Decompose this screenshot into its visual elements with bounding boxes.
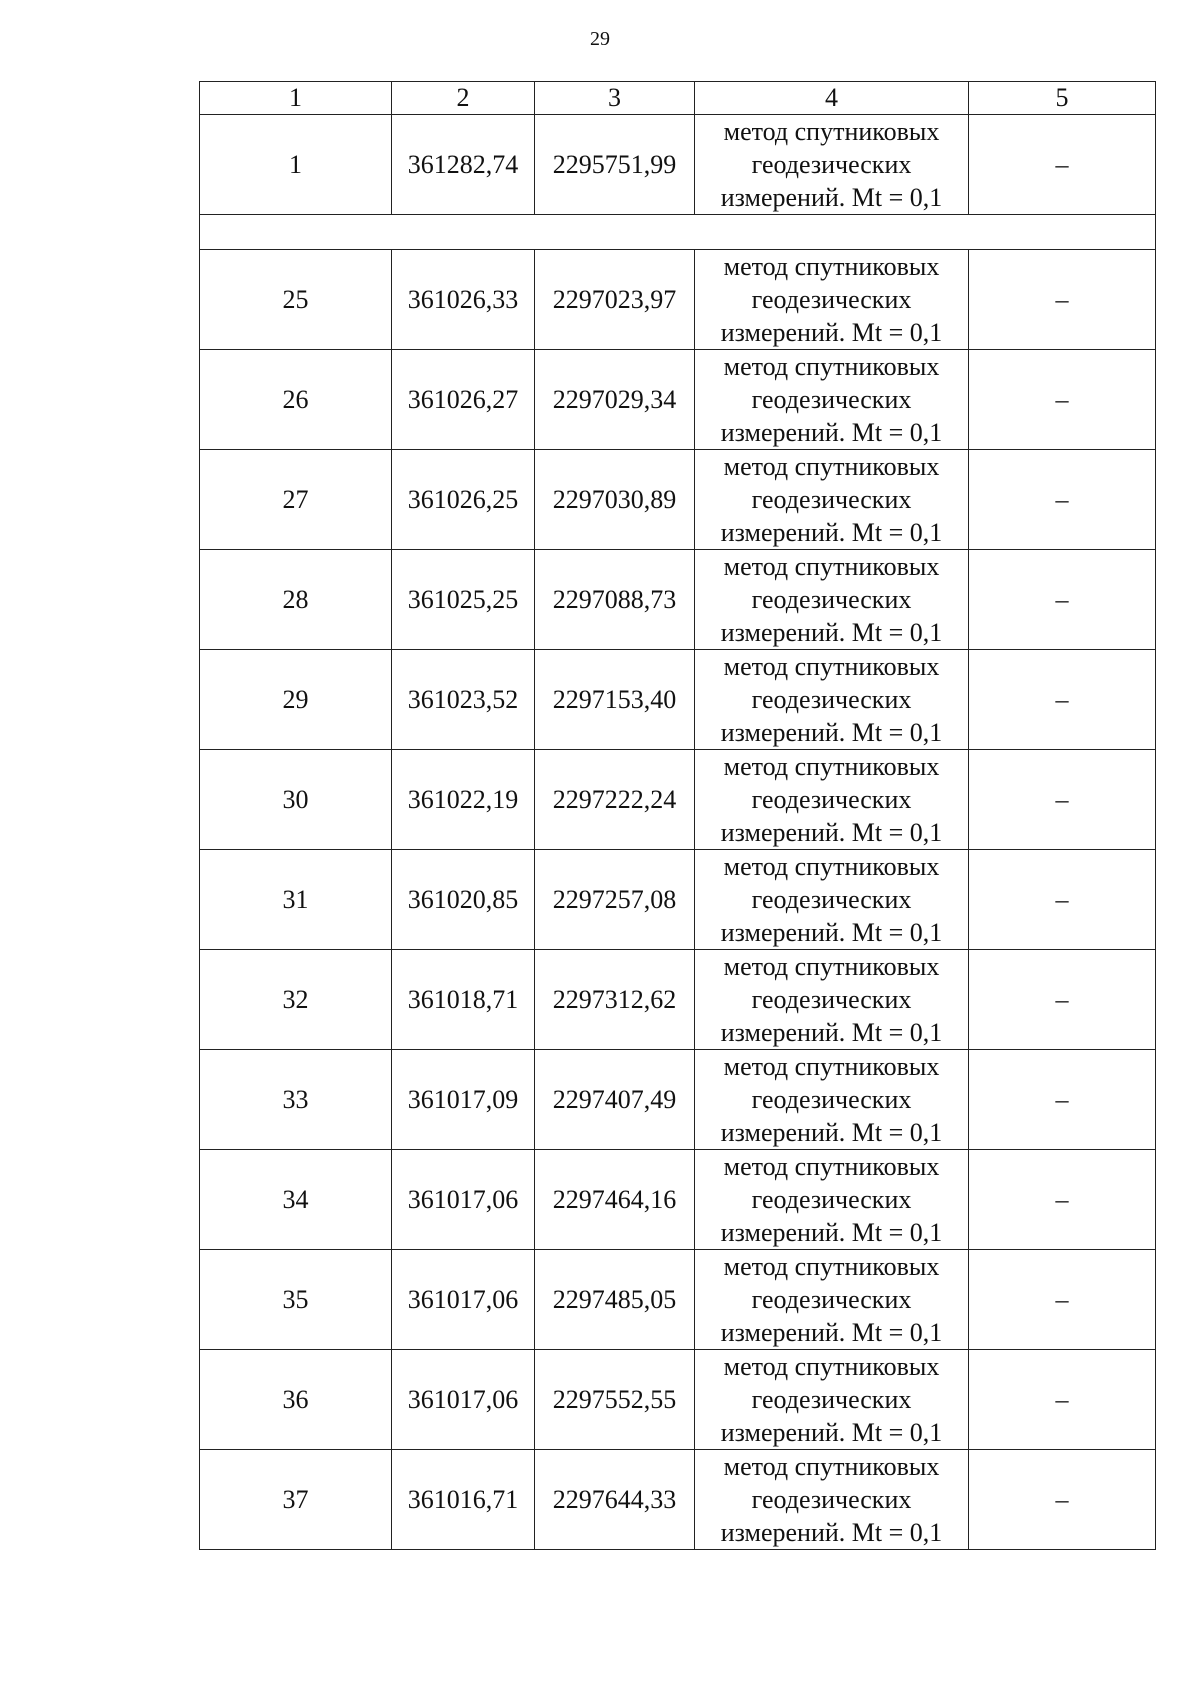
note-cell: – (969, 850, 1156, 950)
note-cell: – (969, 350, 1156, 450)
method-line: метод спутниковых (723, 852, 940, 881)
point-number: 34 (200, 1150, 392, 1250)
method-line: метод спутниковых (723, 452, 940, 481)
table-row (200, 550, 1156, 650)
table-row (200, 350, 1156, 450)
table-row (200, 1050, 1156, 1150)
method-line: геодезических (751, 1485, 912, 1514)
note-cell: – (969, 450, 1156, 550)
method-line: измерений. Mt = 0,1 (720, 1518, 943, 1547)
method-line: измерений. Mt = 0,1 (720, 318, 943, 347)
method-line: метод спутниковых (723, 117, 940, 146)
coordinate-y: 2297222,24 (535, 750, 695, 850)
method-line: измерений. Mt = 0,1 (720, 618, 943, 647)
note-cell: – (969, 750, 1156, 850)
method-line: метод спутниковых (723, 1352, 940, 1381)
method-description (695, 1450, 969, 1550)
coordinate-y: 2297312,62 (535, 950, 695, 1050)
method-description (695, 1250, 969, 1350)
point-number: 31 (200, 850, 392, 950)
column-header-4: 4 (695, 82, 969, 115)
method-line: метод спутниковых (723, 1152, 940, 1181)
header-row (200, 82, 1156, 115)
coordinate-y: 2297552,55 (535, 1350, 695, 1450)
method-line: геодезических (751, 785, 912, 814)
method-description (695, 750, 969, 850)
method-line: измерений. Mt = 0,1 (720, 918, 943, 947)
method-description (695, 1150, 969, 1250)
coordinate-x: 361017,06 (392, 1350, 535, 1450)
method-line: измерений. Mt = 0,1 (720, 718, 943, 747)
method-line: измерений. Mt = 0,1 (720, 183, 943, 212)
coordinate-x: 361022,19 (392, 750, 535, 850)
method-line: геодезических (751, 385, 912, 414)
coordinate-y: 2297088,73 (535, 550, 695, 650)
method-description (695, 850, 969, 950)
point-number: 26 (200, 350, 392, 450)
method-line: метод спутниковых (723, 1052, 940, 1081)
method-line: геодезических (751, 1285, 912, 1314)
column-header-3: 3 (535, 82, 695, 115)
point-number: 37 (200, 1450, 392, 1550)
method-line: геодезических (751, 985, 912, 1014)
note-cell: – (969, 550, 1156, 650)
table-row (200, 450, 1156, 550)
page-number: 29 (590, 28, 610, 50)
method-line: геодезических (751, 885, 912, 914)
method-description (695, 250, 969, 350)
column-header-1: 1 (200, 82, 392, 115)
coordinate-x: 361016,71 (392, 1450, 535, 1550)
method-line: измерений. Mt = 0,1 (720, 418, 943, 447)
point-number: 1 (200, 115, 392, 215)
coordinate-x: 361020,85 (392, 850, 535, 950)
method-line: измерений. Mt = 0,1 (720, 1018, 943, 1047)
method-line: геодезических (751, 285, 912, 314)
table-row (200, 1350, 1156, 1450)
gap-cell (200, 215, 1156, 250)
method-line: геодезических (751, 1185, 912, 1214)
table-row (200, 850, 1156, 950)
method-line: метод спутниковых (723, 252, 940, 281)
coordinate-x: 361025,25 (392, 550, 535, 650)
coordinate-x: 361026,27 (392, 350, 535, 450)
note-cell: – (969, 250, 1156, 350)
method-line: измерений. Mt = 0,1 (720, 1218, 943, 1247)
point-number: 28 (200, 550, 392, 650)
point-number: 33 (200, 1050, 392, 1150)
note-cell: – (969, 650, 1156, 750)
method-description (695, 650, 969, 750)
coordinate-y: 2297407,49 (535, 1050, 695, 1150)
note-cell: – (969, 1350, 1156, 1450)
method-description (695, 1350, 969, 1450)
method-line: геодезических (751, 1385, 912, 1414)
table-row (200, 750, 1156, 850)
point-number: 32 (200, 950, 392, 1050)
table-row (200, 1250, 1156, 1350)
method-line: геодезических (751, 1085, 912, 1114)
table-row (200, 1450, 1156, 1550)
coordinates-table (199, 81, 1156, 1550)
coordinate-x: 361017,06 (392, 1150, 535, 1250)
point-number: 29 (200, 650, 392, 750)
coordinate-y: 2297153,40 (535, 650, 695, 750)
coordinate-y: 2297464,16 (535, 1150, 695, 1250)
method-line: геодезических (751, 150, 912, 179)
note-cell: – (969, 1150, 1156, 1250)
coordinate-x: 361026,33 (392, 250, 535, 350)
method-description (695, 350, 969, 450)
method-line: геодезических (751, 685, 912, 714)
method-line: измерений. Mt = 0,1 (720, 1118, 943, 1147)
note-cell: – (969, 115, 1156, 215)
coordinate-y: 2297030,89 (535, 450, 695, 550)
note-cell: – (969, 1050, 1156, 1150)
point-number: 36 (200, 1350, 392, 1450)
method-description (695, 950, 969, 1050)
method-line: метод спутниковых (723, 652, 940, 681)
method-line: метод спутниковых (723, 1252, 940, 1281)
method-description (695, 115, 969, 215)
coordinate-y: 2297644,33 (535, 1450, 695, 1550)
method-line: геодезических (751, 485, 912, 514)
coordinate-x: 361026,25 (392, 450, 535, 550)
table-row (200, 115, 1156, 215)
coordinate-y: 2297257,08 (535, 850, 695, 950)
coordinate-x: 361017,09 (392, 1050, 535, 1150)
gap-row (200, 215, 1156, 250)
point-number: 27 (200, 450, 392, 550)
coordinate-y: 2297029,34 (535, 350, 695, 450)
note-cell: – (969, 1250, 1156, 1350)
note-cell: – (969, 950, 1156, 1050)
method-line: метод спутниковых (723, 352, 940, 381)
method-line: измерений. Mt = 0,1 (720, 1318, 943, 1347)
method-line: метод спутниковых (723, 952, 940, 981)
note-cell: – (969, 1450, 1156, 1550)
table-row (200, 650, 1156, 750)
method-line: метод спутниковых (723, 1452, 940, 1481)
coordinate-y: 2297023,97 (535, 250, 695, 350)
column-header-5: 5 (969, 82, 1156, 115)
method-description (695, 1050, 969, 1150)
method-line: метод спутниковых (723, 552, 940, 581)
table-row (200, 950, 1156, 1050)
coordinate-x: 361018,71 (392, 950, 535, 1050)
coordinate-x: 361023,52 (392, 650, 535, 750)
point-number: 30 (200, 750, 392, 850)
column-header-2: 2 (392, 82, 535, 115)
method-description (695, 550, 969, 650)
method-line: измерений. Mt = 0,1 (720, 818, 943, 847)
method-line: метод спутниковых (723, 752, 940, 781)
method-line: измерений. Mt = 0,1 (720, 1418, 943, 1447)
coordinate-x: 361282,74 (392, 115, 535, 215)
coordinate-x: 361017,06 (392, 1250, 535, 1350)
table-row (200, 1150, 1156, 1250)
coordinate-y: 2295751,99 (535, 115, 695, 215)
coordinate-y: 2297485,05 (535, 1250, 695, 1350)
method-line: измерений. Mt = 0,1 (720, 518, 943, 547)
point-number: 35 (200, 1250, 392, 1350)
table-row (200, 250, 1156, 350)
method-description (695, 450, 969, 550)
method-line: геодезических (751, 585, 912, 614)
point-number: 25 (200, 250, 392, 350)
